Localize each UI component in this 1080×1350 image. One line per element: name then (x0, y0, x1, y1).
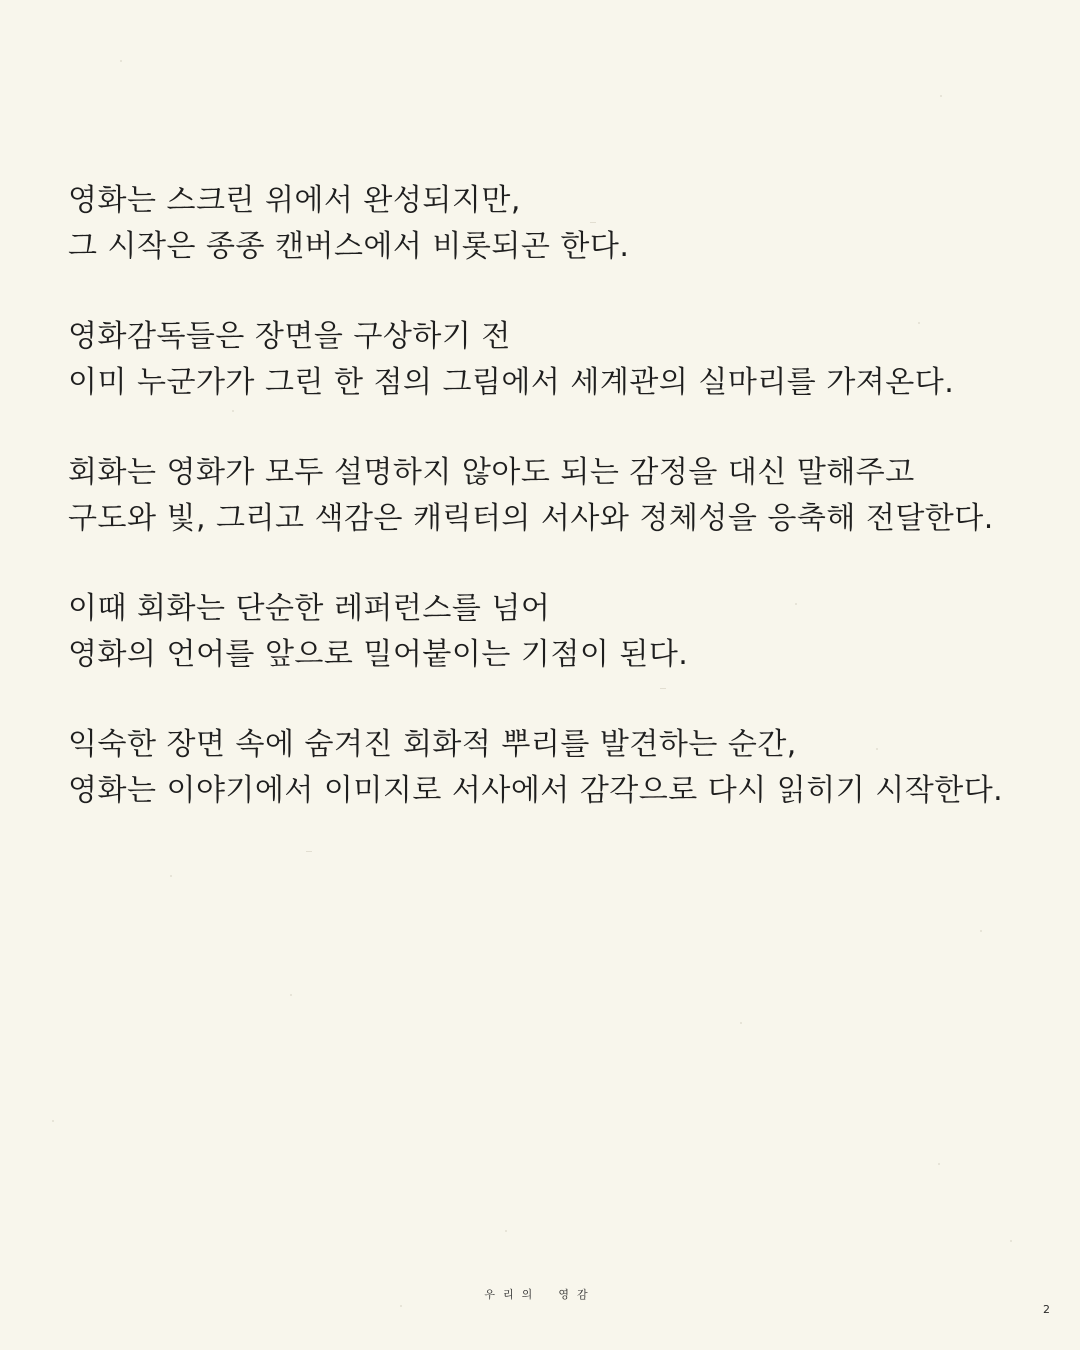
paragraph-3 (68, 450, 1028, 542)
paragraph-line: 영화는 이야기에서 이미지로 서사에서 감각으로 다시 읽히기 시작한다. (68, 773, 1004, 808)
paragraph-line: 구도와 빛, 그리고 색감은 캐릭터의 서사와 정체성을 응축해 전달한다. (68, 501, 994, 536)
paragraph-line: 이미 누군가가 그린 한 점의 그림에서 세계관의 실마리를 가져온다. (68, 365, 955, 400)
paragraph-line: 회화는 영화가 모두 설명하지 않아도 되는 감정을 대신 말해주고 (68, 455, 915, 490)
paragraph-line: 영화감독들은 장면을 구상하기 전 (68, 319, 511, 354)
paragraph-line: 영화의 언어를 앞으로 밀어붙이는 기점이 된다. (68, 637, 689, 672)
paragraph-line: 그 시작은 종종 캔버스에서 비롯되곤 한다. (68, 229, 630, 264)
paragraph-5 (68, 722, 1028, 814)
paragraph-line: 익숙한 장면 속에 숨겨진 회화적 뿌리를 발견하는 순간, (68, 727, 797, 762)
essay-body (68, 178, 1028, 858)
paragraph-line: 영화는 스크린 위에서 완성되지만, (68, 183, 521, 218)
paragraph-2 (68, 314, 1028, 406)
footer-title-part-1: 우리의 (484, 1288, 541, 1301)
paragraph-4 (68, 586, 1028, 678)
paragraph-1 (68, 178, 1028, 270)
page-number: 2 (1043, 1303, 1050, 1316)
footer-title-part-2: 영감 (558, 1288, 596, 1301)
footer-title (0, 1286, 1080, 1302)
paragraph-line: 이때 회화는 단순한 레퍼런스를 넘어 (68, 591, 551, 626)
